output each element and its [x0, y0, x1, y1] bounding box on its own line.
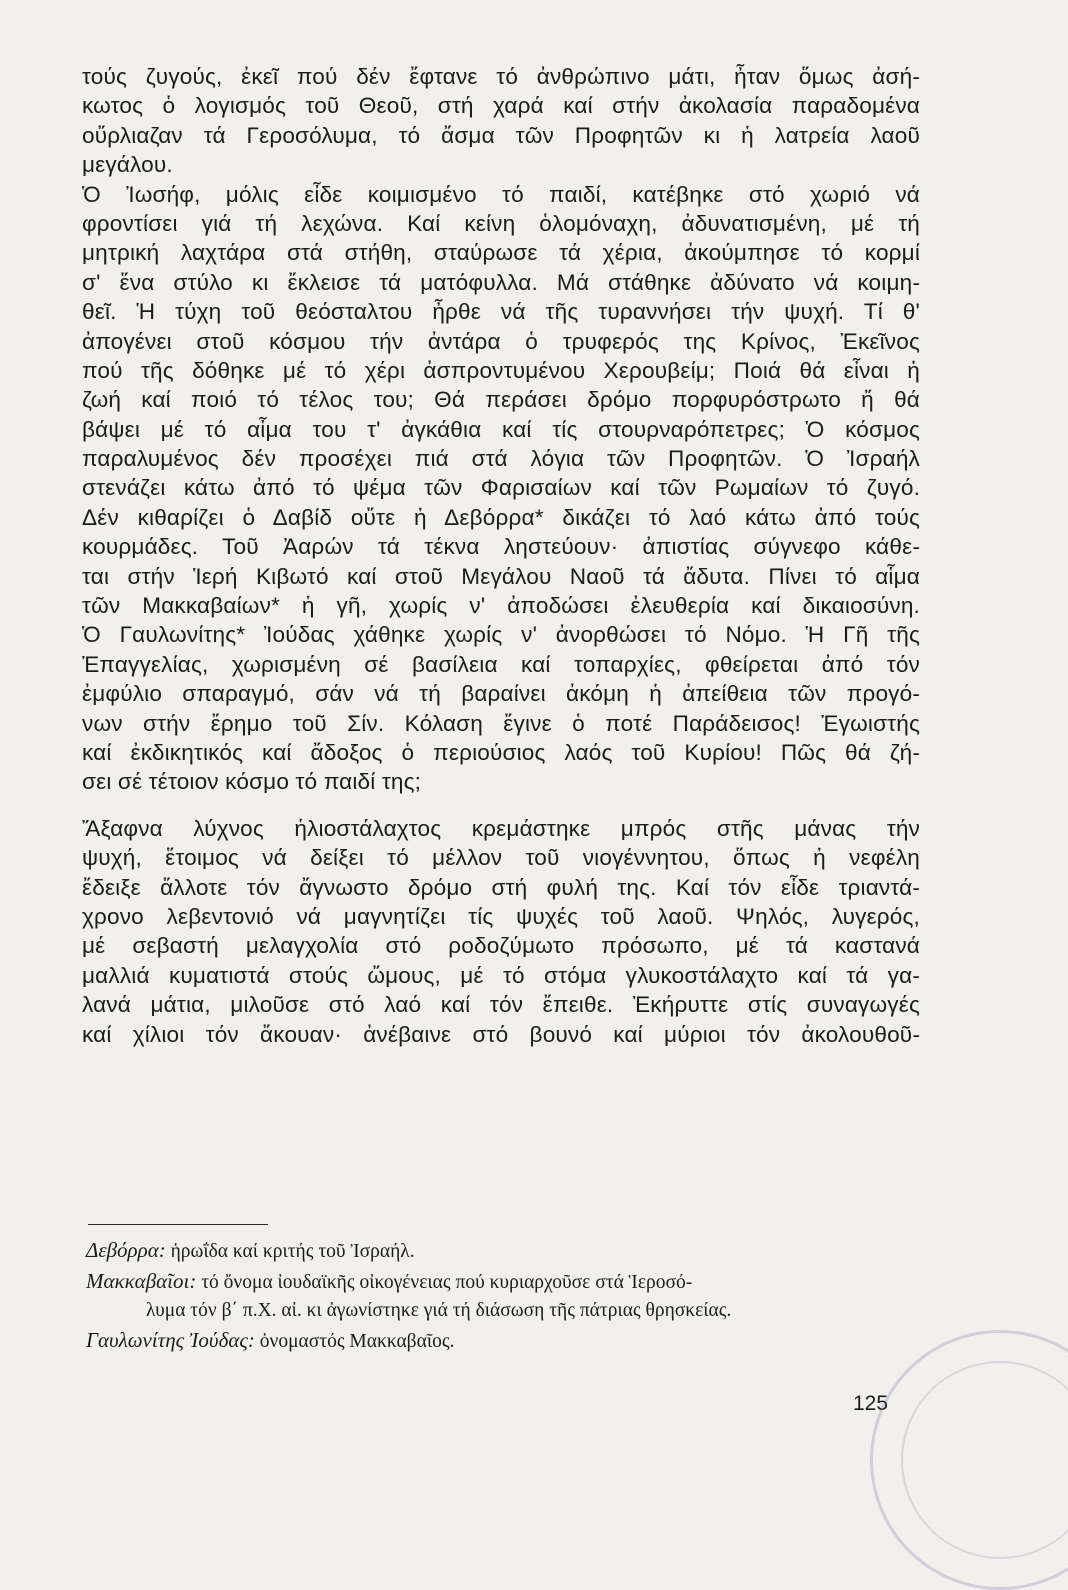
footnote-term: Μακκαβαῖοι:: [86, 1268, 197, 1293]
text-line: παραλυμένος δέν προσέχει πιά στά λόγια τῶν Προφητῶν. Ὁ Ἰσραήλ: [82, 446, 920, 472]
text-line: Ἄξαφνα λύχνος ἡλιοστάλαχτος κρεμάστηκε μπρός στῆς μάνας τήν: [82, 815, 920, 841]
paragraph-gap: [82, 797, 920, 814]
text-line: μητρική λαχτάρα στά στήθη, σταύρωσε τά χέρια, ἀκούμπησε τό κορμί: [82, 240, 920, 266]
text-line: κουρμάδες. Τοῦ Ἀαρών τά τέκνα ληστεύουν· ἀπιστίας σύγνεφο κάθε-: [82, 534, 920, 560]
text-line: ἔδειξε ἄλλοτε τόν ἄγνωστο δρόμο στή φυλή της. Καί τόν εἶδε τριαντά-: [82, 874, 920, 900]
text-line: οὔρλιαζαν τά Γεροσόλυμα, τό ἄσμα τῶν Προφητῶν κι ἡ λατρεία λαοῦ: [82, 122, 920, 148]
library-stamp: [870, 1330, 1068, 1590]
text-line: θεῖ. Ἡ τύχη τοῦ θεόσταλτου ἦρθε νά τῆς τυραννήσει τήν ψυχή. Τί θ': [82, 299, 920, 325]
text-line: φροντίσει γιά τή λεχώνα. Καί κείνη ὁλομόναχη, ἀδυνατισμένη, μέ τή: [82, 210, 920, 236]
text-line: μαλλιά κυματιστά στούς ὤμους, μέ τό στόμα γλυκοστάλαχτο καί τά γα-: [82, 962, 920, 988]
text-line: βάψει μέ τό αἷμα του τ' ἀγκάθια καί τίς στουρναρόπετρες; Ὁ κόσμος: [82, 416, 920, 442]
footnote-term: Γαυλωνίτης Ἰούδας:: [86, 1327, 255, 1352]
text-line: πού τῆς δόθηκε μέ τό χέρι ἀσπροντυμένου Χερουβείμ; Ποιά θά εἶναι ἡ: [82, 357, 920, 383]
page-number: 125: [853, 1392, 889, 1415]
text-line: ἀπογένει στοῦ κόσμου τήν ἀντάρα ὁ τρυφερός της Κρίνος, Ἐκεῖνος: [82, 328, 920, 354]
text-line: τῶν Μακκαβαίων* ἡ γῆ, χωρίς ν' ἀποδώσει ἐλευθερία καί δικαιοσύνη.: [82, 593, 920, 619]
text-line: μέ σεβαστή μελαγχολία στό ροδοζύμωτο πρόσωπο, μέ τά καστανά: [82, 933, 920, 959]
text-line: κωτος ὁ λογισμός τοῦ Θεοῦ, στή χαρά καί στήν ἀκολασία παραδομένα: [82, 93, 920, 119]
footnote-makkabaioi-continuation: λυμα τόν β΄ π.Χ. αἰ. κι ἀγωνίστηκε γιά τή διάσωση τῆς πάτριας θρησκείας.: [146, 1300, 732, 1321]
text-line: ζωή καί ποιό τό τέλος του; Θά περάσει δρόμο πορφυρόστρωτο ἤ θά: [82, 387, 920, 413]
footnote-divider: [88, 1224, 268, 1225]
text-line: χρονο λεβεντονιό νά μαγνητίζει τίς ψυχές τοῦ λαοῦ. Ψηλός, λυγερός,: [82, 903, 920, 929]
text-line: νων στήν ἔρημο τοῦ Σίν. Κόλαση ἔγινε ὁ ποτέ Παράδεισος! Ἐγωιστής: [82, 710, 920, 736]
footnote-text: ὀνομαστός Μακκαβαῖος.: [254, 1330, 455, 1352]
text-line: ψυχή, ἕτοιμος νά δείξει τό μέλλον τοῦ νιογέννητου, ὅπως ἡ νεφέλη: [82, 845, 920, 871]
footnote-gaulonitis: [86, 1326, 926, 1357]
text-line: καί χίλιοι τόν ἄκουαν· ἀνέβαινε στό βουνό καί μύριοι τόν ἀκολουθοῦ-: [82, 1021, 920, 1047]
text-line: Ὁ Ἰωσήφ, μόλις εἶδε κοιμισμένο τό παιδί, κατέβηκε στό χωριό νά: [82, 181, 920, 207]
text-line: λανά μάτια, μιλοῦσε στό λαό καί τόν ἔπειθε. Ἐκήρυττε στίς συναγωγές: [82, 992, 920, 1018]
text-line: ται στήν Ἱερή Κιβωτό καί στοῦ Μεγάλου Ναοῦ τά ἄδυτα. Πίνει τό αἷμα: [82, 563, 920, 589]
library-stamp-inner-ring: [901, 1361, 1068, 1559]
main-text: [82, 62, 920, 1049]
footnote-text: τό ὄνομα ἰουδαϊκῆς οἰκογένειας πού κυριαρχοῦσε στά Ἱεροσό-: [196, 1271, 693, 1293]
text-line: Δέν κιθαρίζει ὁ Δαβίδ οὔτε ἡ Δεβόρρα* δικάζει τό λαό κάτω ἀπό τούς: [82, 504, 920, 530]
footnote-debora: [86, 1236, 926, 1267]
footnote-makkabaioi: [86, 1267, 926, 1298]
footnotes: [86, 1236, 926, 1356]
text-line: μεγάλου.: [82, 152, 173, 178]
text-line: Ὁ Γαυλωνίτης* Ἰούδας χάθηκε χωρίς ν' ἀνορθώσει τό Νόμο. Ἡ Γῆ τῆς: [82, 622, 920, 648]
text-line: τούς ζυγούς, ἐκεῖ πού δέν ἔφτανε τό ἀνθρώπινο μάτι, ἦταν ὅμως ἀσή-: [82, 64, 920, 89]
footnote-term: Δεβόρρα:: [86, 1238, 166, 1262]
footnote-text: ἡρωΐδα καί κριτής τοῦ Ἰσραήλ.: [165, 1241, 415, 1262]
text-line: στενάζει κάτω ἀπό τό ψέμα τῶν Φαρισαίων καί τῶν Ρωμαίων τό ζυγό.: [82, 475, 920, 501]
text-line: σ' ἕνα στύλο κι ἔκλεισε τά ματόφυλλα. Μά στάθηκε ἀδύνατο νά κοιμη-: [82, 269, 920, 295]
text-line: σει σέ τέτοιον κόσμο τό παιδί της;: [82, 769, 422, 795]
text-line: καί ἐκδικητικός καί ἄδοξος ὁ περιούσιος λαός τοῦ Κυρίου! Πῶς θά ζή-: [82, 739, 920, 765]
text-line: Ἐπαγγελίας, χωρισμένη σέ βασίλεια καί τοπαρχίες, φθείρεται ἀπό τόν: [82, 651, 920, 677]
text-line: ἐμφύλιο σπαραγμό, σάν νά τή βαραίνει ἀκόμη ἡ ἀπείθεια τῶν προγό-: [82, 681, 920, 707]
